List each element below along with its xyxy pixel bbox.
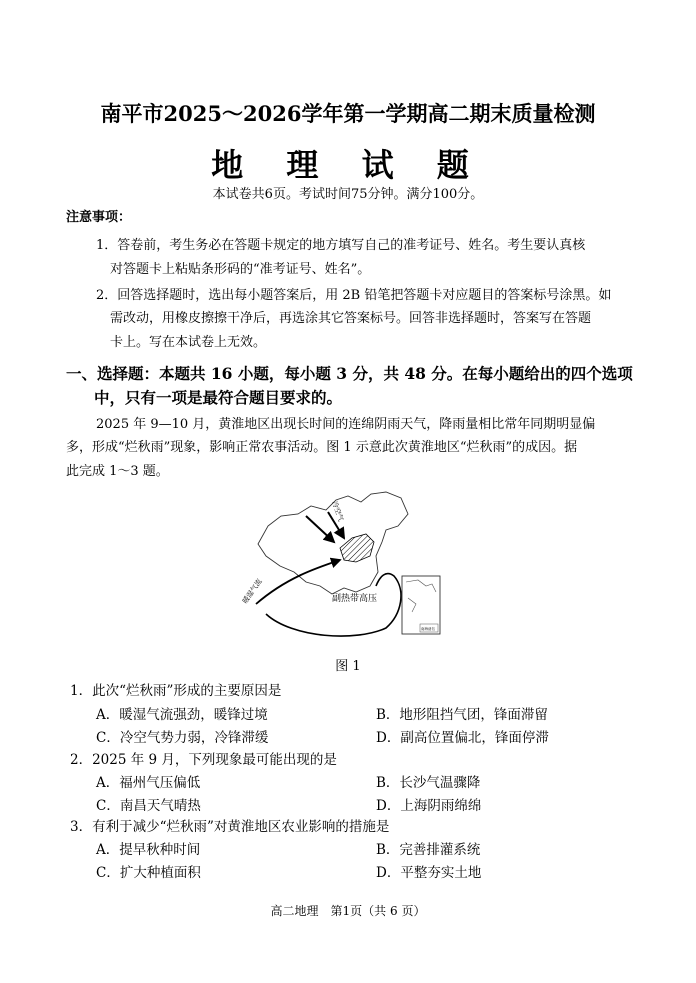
- notice-item-2-line-2: 需改动，用橡皮擦擦干净后，再选涂其它答案标号。回答非选择题时，答案写在答题: [110, 311, 592, 326]
- section-heading-line-1: 一、选择题：本题共 16 小题，每小题 3 分，共 48 分。在每小题给出的四个选项: [66, 364, 633, 383]
- q3-option-d: D．平整夯实土地: [376, 865, 482, 881]
- subject-title: 地 理 试 题: [211, 146, 485, 184]
- exam-title: 南平市2025～2026学年第一学期高二期末质量检测: [100, 101, 596, 126]
- figure-1-map: [236, 486, 466, 644]
- q3-option-c: C．扩大种植面积: [96, 865, 201, 881]
- passage-line-3: 此完成 1～3 题。: [66, 464, 169, 479]
- notice-item-2-line-3: 卡上。写在本试卷上无效。: [110, 335, 267, 350]
- q1-option-a: A．暖湿气流强劲，暖锋过境: [96, 707, 268, 723]
- page-footer: 高二地理 第1页（共 6 页）: [270, 904, 426, 918]
- q1-option-d: D．副高位置偏北，锋面停滞: [376, 730, 549, 746]
- notice-item-1-line-2: 对答题卡上粘贴条形码的“准考证号、姓名”。: [110, 262, 371, 277]
- passage-line-1: 2025 年 9—10 月，黄淮地区出现长时间的连绵阴雨天气，降雨量相比常年同期明显偏: [96, 417, 596, 432]
- q2-stem: 2．2025 年 9 月，下列现象最可能出现的是: [70, 752, 337, 768]
- q1-option-c: C．冷空气势力弱，冷锋滞缓: [96, 730, 269, 746]
- notice-item-1-line-1: 1．答卷前，考生务必在答题卡规定的地方填写自己的准考证号、姓名。考生要认真核: [96, 238, 586, 253]
- passage-line-2: 多，形成“烂秋雨”现象，影响正常农事活动。图 1 示意此次黄淮地区“烂秋雨”的成因。据: [66, 440, 578, 455]
- notice-item-2-line-1: 2．回答选择题时，选出每小题答案后，用 2B 铅笔把答题卡对应题目的答案标号涂黑。如: [96, 288, 612, 303]
- inset-label: 南海诸岛: [421, 627, 435, 631]
- q2-option-c: C．南昌天气晴热: [96, 798, 201, 814]
- q1-stem: 1．此次“烂秋雨”形成的主要原因是: [70, 683, 282, 699]
- q3-option-a: A．提早秋种时间: [96, 842, 201, 858]
- q2-option-a: A．福州气压偏低: [96, 775, 201, 791]
- q2-option-d: D．上海阴雨绵绵: [376, 798, 482, 814]
- q3-option-b: B．完善排灌系统: [376, 842, 481, 858]
- subtropical-high-label: 副热带高压: [332, 594, 378, 604]
- warm-air-label: 暖湿气流: [241, 577, 264, 606]
- q3-stem: 3．有利于减少“烂秋雨”对黄淮地区农业影响的措施是: [70, 819, 390, 835]
- cold-air-label: 冷空气: [330, 499, 345, 523]
- section-heading-line-2: 中，只有一项是最符合题目要求的。: [94, 388, 343, 407]
- exam-info: 本试卷共6页。考试时间75分钟。满分100分。: [212, 187, 484, 202]
- figure-caption: 图 1: [335, 659, 361, 674]
- notice-heading: 注意事项：: [66, 210, 132, 225]
- q2-option-b: B．长沙气温骤降: [376, 775, 481, 791]
- q1-option-b: B．地形阻挡气团，锋面滞留: [376, 707, 548, 723]
